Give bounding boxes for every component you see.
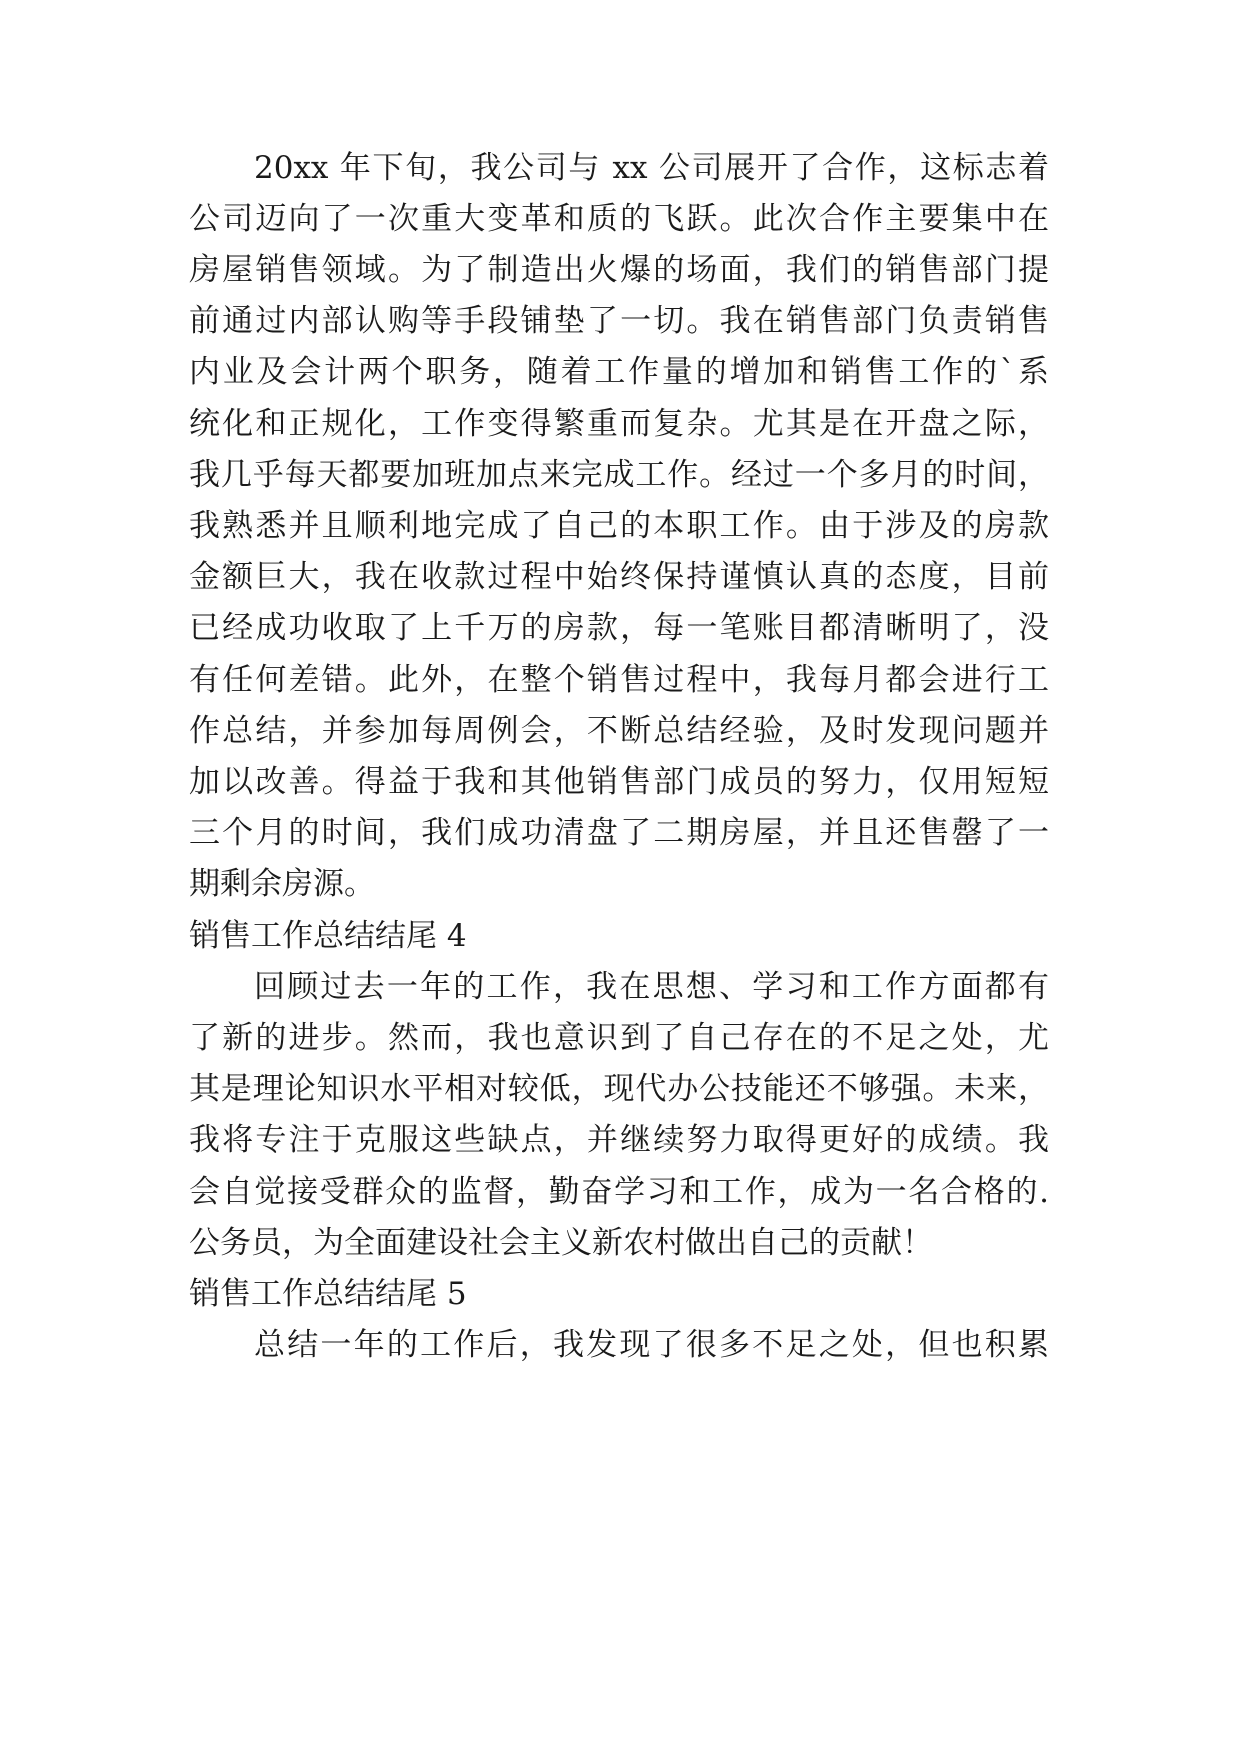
- paragraph-line: 会自觉接受群众的监督，勤奋学习和工作，成为一名合格的.: [189, 1174, 1049, 1210]
- paragraph-line: 期剩余房源。: [189, 866, 375, 902]
- paragraph-line: 其是理论知识水平相对较低，现代办公技能还不够强。未来，: [189, 1071, 1049, 1107]
- paragraph-line: 我熟悉并且顺利地完成了自己的本职工作。由于涉及的房款: [189, 508, 1049, 544]
- paragraph-line: 我几乎每天都要加班加点来完成工作。经过一个多月的时间，: [189, 457, 1049, 493]
- paragraph-line: 作总结，并参加每周例会，不断总结经验，及时发现问题并: [189, 713, 1049, 749]
- paragraph-line: 三个月的时间，我们成功清盘了二期房屋，并且还售罄了一: [189, 815, 1049, 851]
- paragraph-line: 20xx 年下旬，我公司与 xx 公司展开了合作，这标志着: [254, 150, 1049, 186]
- paragraph-line: 了新的进步。然而，我也意识到了自己存在的不足之处，尤: [189, 1020, 1049, 1056]
- paragraph-line: 我将专注于克服这些缺点，并继续努力取得更好的成绩。我: [189, 1122, 1049, 1158]
- paragraph-line: 公务员，为全面建设社会主义新农村做出自己的贡献！: [189, 1225, 933, 1261]
- paragraph-line: 总结一年的工作后，我发现了很多不足之处，但也积累: [254, 1327, 1049, 1363]
- section-heading: 销售工作总结结尾 5: [189, 1276, 467, 1312]
- paragraph-line: 前通过内部认购等手段铺垫了一切。我在销售部门负责销售: [189, 303, 1049, 339]
- paragraph-line: 房屋销售领域。为了制造出火爆的场面，我们的销售部门提: [189, 252, 1049, 288]
- paragraph-line: 加以改善。得益于我和其他销售部门成员的努力，仅用短短: [189, 764, 1049, 800]
- paragraph-line: 有任何差错。此外，在整个销售过程中，我每月都会进行工: [189, 662, 1049, 698]
- paragraph-line: 金额巨大，我在收款过程中始终保持谨慎认真的态度，目前: [189, 559, 1049, 595]
- paragraph-line: 内业及会计两个职务，随着工作量的增加和销售工作的`系: [189, 354, 1049, 390]
- paragraph-line: 公司迈向了一次重大变革和质的飞跃。此次合作主要集中在: [189, 201, 1049, 237]
- paragraph-line: 回顾过去一年的工作，我在思想、学习和工作方面都有: [254, 969, 1049, 1005]
- paragraph-line: 统化和正规化，工作变得繁重而复杂。尤其是在开盘之际，: [189, 406, 1049, 442]
- paragraph-line: 已经成功收取了上千万的房款，每一笔账目都清晰明了，没: [189, 610, 1049, 646]
- section-heading: 销售工作总结结尾 4: [189, 918, 467, 954]
